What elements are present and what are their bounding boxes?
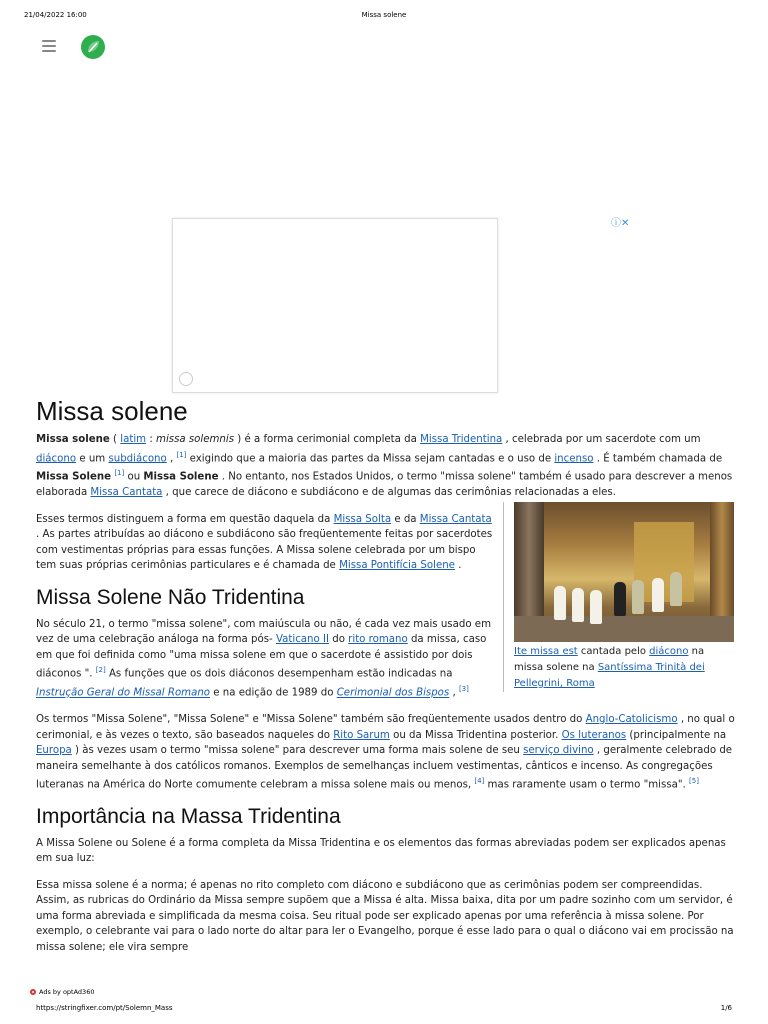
text: No século 21, o termo "missa solene", com maiúscula ou não, é cada vez mais usado em vez de uma celebração análoga na forma pós- — [36, 618, 491, 646]
text: As funções que os dois diáconos desempenham estão indicadas na — [105, 668, 453, 680]
text: da missa, caso em que foi definida como "uma missa solene em que o sacerdote é assistido por dois diáconos ". — [36, 634, 487, 680]
link-vaticano-ii[interactable]: Vaticano II — [275, 634, 329, 646]
text: ou — [124, 471, 144, 483]
ad-badge-icon — [179, 372, 193, 386]
link-missa-cantata[interactable]: Missa Cantata — [419, 513, 492, 525]
link-incenso[interactable]: incenso — [554, 452, 594, 464]
section-heading-importancia: Importância na Massa Tridentina — [36, 804, 341, 828]
page-title: Missa solene — [36, 396, 188, 426]
optad-logo-icon — [30, 989, 36, 995]
text: e um — [76, 452, 109, 464]
text: , celebrada por um sacerdote com um — [502, 434, 701, 445]
ads-by-text: Ads by optAd360 — [39, 988, 95, 996]
figure — [503, 502, 736, 692]
link-missa-cantata[interactable]: Missa Cantata — [90, 487, 163, 499]
italic-term: missa solemnis — [156, 434, 235, 445]
ads-by-label[interactable] — [30, 988, 94, 996]
text: , — [166, 452, 177, 464]
mass-photo[interactable] — [514, 502, 734, 642]
link-diacono[interactable]: diácono — [36, 452, 77, 464]
reference-link[interactable]: [5] — [689, 777, 699, 786]
text: e na edição de 1989 do — [210, 687, 337, 699]
link-missa-tridentina[interactable]: Missa Tridentina — [420, 434, 503, 445]
print-title: Missa solene — [361, 11, 407, 19]
link-anglo-catolicismo[interactable]: Anglo-Catolicismo — [585, 714, 678, 726]
link-rito-romano[interactable]: rito romano — [348, 634, 408, 646]
bold-term: Missa Solene — [143, 471, 219, 483]
text: exigindo que a maioria das partes da Missa sejam cantadas e o uso de — [186, 452, 555, 464]
text: mas raramente usam o termo "missa". — [484, 779, 690, 791]
leaf-logo-icon[interactable] — [80, 34, 106, 60]
bold-term: Missa solene — [36, 434, 110, 445]
page-url: https://stringfixer.com/pt/Solemn_Mass — [36, 1004, 173, 1012]
text: ( — [109, 434, 121, 445]
intro-paragraph — [36, 432, 736, 501]
advertisement-box[interactable] — [172, 218, 498, 393]
article — [36, 394, 736, 966]
link-ite-missa-est[interactable]: Ite missa est — [514, 645, 578, 657]
paragraph-forma-completa: A Missa Solene ou Solene é a forma completa da Missa Tridentina e os elementos das formas abreviadas podem ser explicados apenas em sua luz: — [36, 837, 726, 865]
link-missa-solta[interactable]: Missa Solta — [333, 513, 392, 525]
text: , — [449, 687, 459, 699]
reference-link[interactable]: [2] — [95, 666, 106, 675]
text: . No entanto, nos Estados Unidos, o termo "missa solene" também é usado para descrever a menos elaborada — [36, 471, 733, 499]
link-santissima-trinita[interactable]: Santíssima Trinità dei Pellegrini, Roma — [514, 661, 705, 689]
text: . As partes atribuídas ao diácono e subdiácono são freqüentemente feitas por sacerdotes com vestimentas próprias para essas funções. A Missa solene celebrada por um bispo tem suas próprias cerimônias particulares e é chamada de — [36, 529, 493, 572]
text: ) é a forma cerimonial completa da — [234, 434, 421, 445]
text: Os termos "Missa Solene", "Missa Solene" e "Missa Solene" também são freqüentemente usados dentro do — [36, 714, 586, 726]
text: na missa solene na — [514, 645, 705, 673]
link-cerimonial-dos-bispos[interactable]: Cerimonial dos Bispos — [336, 687, 450, 699]
print-date: 21/04/2022 16:00 — [24, 11, 87, 19]
link-rito-sarum[interactable]: Rito Sarum — [333, 729, 390, 741]
link-latim[interactable]: latim — [120, 434, 147, 445]
text: cantada pelo — [577, 645, 650, 657]
text: Esses termos distinguem a forma em questão daquela da — [36, 513, 334, 525]
reference-link[interactable]: [1] — [114, 469, 125, 478]
text: , no qual o cerimonial, e às vezes o texto, são baseados naqueles do — [36, 714, 735, 741]
page-number: 1/6 — [720, 1004, 732, 1012]
link-instrucao-geral[interactable]: Instrução Geral do Missal Romano — [36, 687, 211, 699]
text: do — [328, 634, 349, 646]
section-heading-nao-tridentina: Missa Solene Não Tridentina — [36, 585, 305, 609]
text: (principalmente na — [626, 729, 727, 741]
hamburger-menu-icon[interactable] — [42, 40, 56, 52]
link-os-luteranos[interactable]: Os luteranos — [561, 729, 627, 741]
text: . — [454, 560, 462, 572]
link-missa-pontificia-solene[interactable]: Missa Pontifícia Solene — [339, 560, 455, 572]
paragraph-anglo-catolicismo — [36, 712, 736, 793]
text: e da — [391, 513, 420, 525]
reference-link[interactable]: [4] — [474, 777, 485, 786]
link-europa[interactable]: Europa — [36, 745, 72, 757]
reference-link[interactable]: [1] — [176, 450, 187, 459]
text: . É também chamada de — [593, 452, 723, 464]
figure-caption — [514, 644, 736, 692]
text: ) às vezes usam o termo "missa solene" para descrever uma forma mais solene de seu — [71, 745, 524, 757]
paragraph-missa-norma: Essa missa solene é a norma; é apenas no rito completo com diácono e subdiácono que as cerimônias podem ser compreendidas. Assim, as rubricas do Ordinário da Missa sempre supõem que a Missa é alta. Missa baixa, dita por um padre sozinho com um servidor, é uma forma abreviada e simplificada da mesma coisa. Seu ritual pode ser explicado apenas por uma referência à missa solene. Por exemplo, o celebrante vai para o lado norte do altar para ler o Evangelho, porque é esse lado para o qual o diácono vai em procissão na missa solene; ele vira sempre — [36, 879, 734, 953]
text: , geralmente celebrado de maneira semelhante à dos católicos romanos. Exemplos de semelhanças incluem vestimentas, cânticos e incenso. As congregações luteranas na América do Norte comumente celebram a missa solene mais ou menos, — [36, 745, 733, 791]
text: ou da Missa Tridentina posterior. — [389, 729, 562, 741]
bold-term: Missa Solene — [36, 471, 112, 483]
text: , que carece de diácono e subdiácono e de algumas das cerimônias relacionadas a eles. — [162, 487, 616, 499]
link-subdiacono[interactable]: subdiácono — [108, 452, 167, 464]
print-header — [0, 8, 768, 22]
text: : — [146, 434, 157, 445]
reference-link[interactable]: [3] — [458, 685, 469, 694]
link-servico-divino[interactable]: serviço divino — [523, 745, 594, 757]
ad-choices-icon[interactable]: ⓘ✕ — [611, 218, 630, 229]
link-diacono[interactable]: diácono — [649, 645, 689, 657]
